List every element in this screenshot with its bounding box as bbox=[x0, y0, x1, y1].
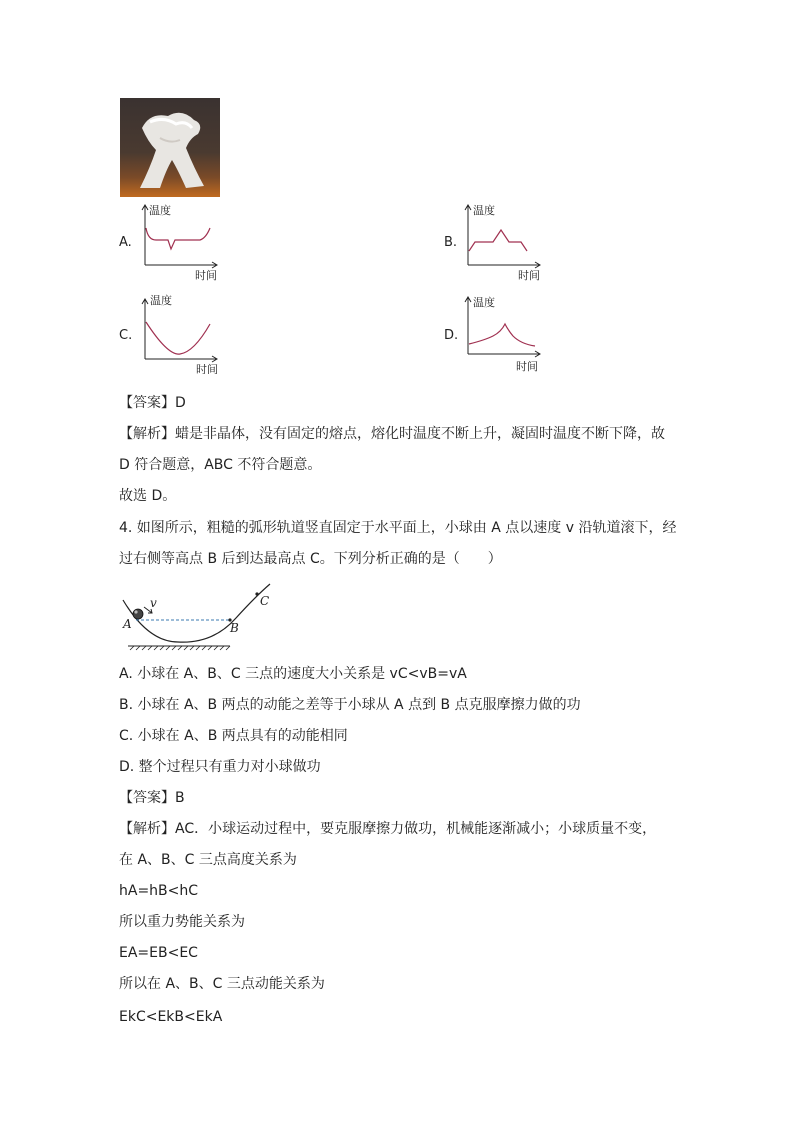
graph-a bbox=[138, 202, 228, 282]
graph-d bbox=[461, 294, 551, 374]
x-axis-label: 时间 bbox=[518, 269, 540, 282]
q4-answer: 【答案】B bbox=[119, 790, 185, 806]
q4-stem-line-2: 过右侧等高点 B 后到达最高点 C。下列分析正确的是（ ） bbox=[119, 551, 502, 567]
x-axis-label: 时间 bbox=[196, 363, 218, 374]
y-axis-label: 温度 bbox=[473, 296, 495, 309]
label-c: C bbox=[260, 594, 270, 608]
q4-option-c: C. 小球在 A、B 两点具有的动能相同 bbox=[119, 728, 348, 744]
arc-track-figure bbox=[118, 580, 288, 654]
y-axis-label: 温度 bbox=[473, 204, 495, 217]
graph-c bbox=[138, 294, 228, 374]
graph-b bbox=[461, 202, 551, 282]
option-a-label: A. bbox=[119, 235, 132, 250]
wax-sculpture-photo bbox=[120, 98, 220, 197]
label-v: v bbox=[150, 596, 157, 610]
q4-option-d: D. 整个过程只有重力对小球做功 bbox=[119, 759, 321, 775]
q4-analysis-line-2: 在 A、B、C 三点高度关系为 bbox=[119, 852, 297, 868]
q4-option-a: A. 小球在 A、B、C 三点的速度大小关系是 vC<vB=vA bbox=[119, 666, 467, 682]
equation-potential-energy: EA=EB<EC bbox=[119, 945, 198, 961]
q4-option-b: B. 小球在 A、B 两点的动能之差等于小球从 A 点到 B 点克服摩擦力做的功 bbox=[119, 697, 581, 713]
q4-stem-line-1: 4. 如图所示，粗糙的弧形轨道竖直固定于水平面上，小球由 A 点以速度 v 沿轨道滚下，经 bbox=[119, 520, 677, 536]
option-d-label: D. bbox=[444, 328, 459, 343]
y-axis-label: 温度 bbox=[149, 204, 171, 217]
q4-analysis-line-3: 所以重力势能关系为 bbox=[119, 914, 245, 930]
q3-analysis-line-1: 【解析】蜡是非晶体，没有固定的熔点，熔化时温度不断上升，凝固时温度不断下降，故 bbox=[119, 426, 665, 442]
equation-heights: hA=hB<hC bbox=[119, 883, 199, 899]
q4-analysis-line-1: 【解析】AC．小球运动过程中，要克服摩擦力做功，机械能逐渐减小；小球质量不变， bbox=[119, 821, 657, 837]
q3-analysis-line-2: D 符合题意，ABC 不符合题意。 bbox=[119, 457, 322, 473]
option-c-label: C. bbox=[119, 328, 133, 343]
option-b-label: B. bbox=[444, 235, 458, 250]
x-axis-label: 时间 bbox=[516, 360, 538, 373]
equation-kinetic-energy: EkC<EkB<EkA bbox=[119, 1009, 223, 1025]
q3-conclusion: 故选 D。 bbox=[119, 488, 177, 504]
label-a: A bbox=[123, 617, 132, 631]
q4-analysis-line-4: 所以在 A、B、C 三点动能关系为 bbox=[119, 976, 325, 992]
label-b: B bbox=[230, 621, 239, 635]
x-axis-label: 时间 bbox=[195, 269, 217, 282]
q3-answer: 【答案】D bbox=[119, 395, 186, 411]
y-axis-label: 温度 bbox=[150, 294, 172, 307]
